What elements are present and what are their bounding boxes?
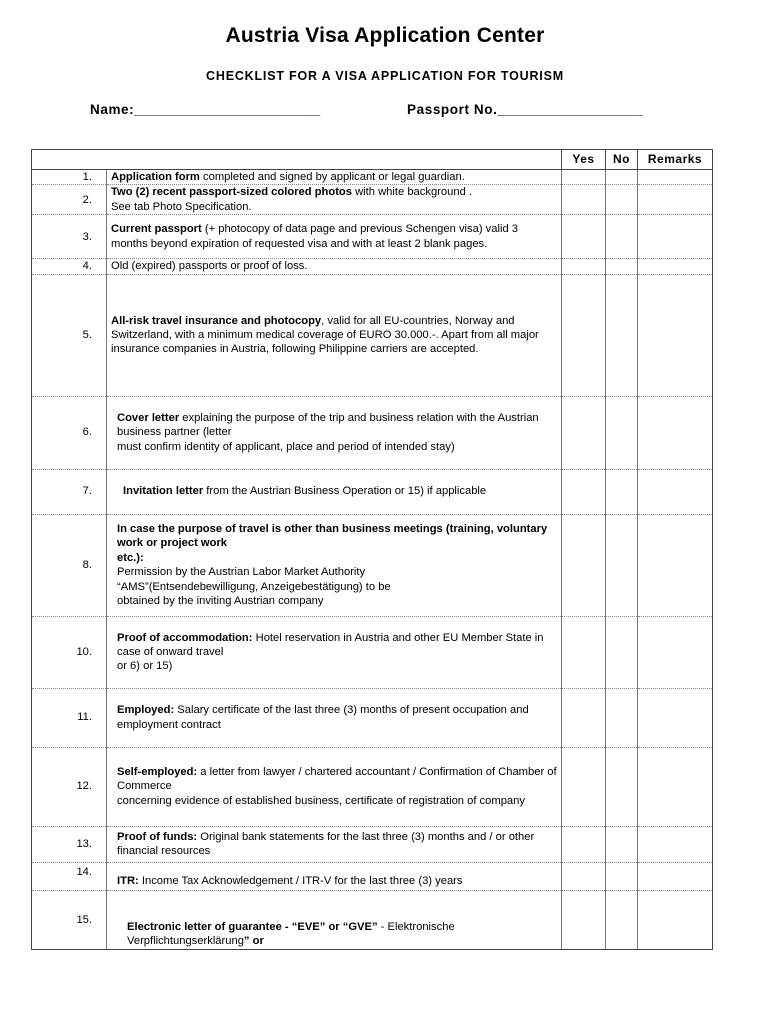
item-number: 15.: [32, 890, 107, 949]
name-field[interactable]: Name:_______________________: [90, 102, 321, 117]
item-number: 4.: [32, 259, 107, 274]
table-row: [32, 396, 713, 469]
remarks-cell[interactable]: [638, 274, 713, 396]
remarks-cell[interactable]: [638, 259, 713, 274]
item-description: [107, 747, 562, 826]
item-description: [107, 170, 562, 185]
item-text-line2: or 6) or 15): [117, 660, 173, 673]
item-description: [107, 688, 562, 747]
item-number: 10.: [32, 616, 107, 688]
item-text: Hotel reservation in Austria and other EU Member State in case of onward travel: [117, 631, 544, 658]
item-bold-text: Self-employed:: [117, 766, 198, 779]
item-number: 12.: [32, 747, 107, 826]
item-number: 14.: [32, 862, 107, 890]
item-text: Income Tax Acknowledgement / ITR-V for the last three (3) years: [138, 875, 463, 888]
item-number: 2.: [32, 185, 107, 215]
item-text: (+ photocopy of data page and previous Schengen visa) valid 3 months beyond expiration of requested visa and with at least 2 blank pages.: [111, 223, 519, 250]
yes-checkbox-cell[interactable]: [562, 259, 606, 274]
item-text: from the Austrian Business Operation or 15) if applicable: [203, 485, 487, 498]
yes-checkbox-cell[interactable]: [562, 514, 606, 616]
yes-checkbox-cell[interactable]: [562, 396, 606, 469]
item-bold-text: Cover letter: [117, 412, 180, 425]
item-text: , valid for all EU-countries, Norway and Switzerland, with a minimum medical coverage of EURO 30.000.-. Apart from all major insurance companies in Austria, following Philippine carriers are accepted.: [111, 314, 539, 356]
item-text-2: - Elektronische: [377, 920, 455, 933]
remarks-cell[interactable]: [638, 170, 713, 185]
item-number: 6.: [32, 396, 107, 469]
table-row: [32, 170, 713, 185]
item-description: [107, 514, 562, 616]
remarks-cell[interactable]: [638, 747, 713, 826]
item-separator: -: [281, 920, 292, 933]
no-checkbox-cell[interactable]: [606, 274, 638, 396]
item-bold-text: Electronic letter of guarantee: [127, 920, 282, 933]
item-description: [107, 469, 562, 514]
item-description: [107, 185, 562, 215]
item-description: [107, 396, 562, 469]
yes-checkbox-cell[interactable]: [562, 185, 606, 215]
no-checkbox-cell[interactable]: [606, 215, 638, 259]
item-text: explaining the purpose of the trip and business relation with the Austrian business partner (letter: [117, 412, 539, 439]
yes-checkbox-cell[interactable]: [562, 469, 606, 514]
yes-checkbox-cell[interactable]: [562, 890, 606, 949]
item-description: [107, 862, 562, 890]
table-row: [32, 259, 713, 274]
item-bold-text: Proof of accommodation:: [117, 631, 253, 644]
item-text: a letter from lawyer / chartered accountant / Confirmation of Chamber of Commerce: [117, 766, 557, 793]
item-number: 7.: [32, 469, 107, 514]
no-checkbox-cell[interactable]: [606, 259, 638, 274]
item-number: 11.: [32, 688, 107, 747]
item-description: [107, 890, 562, 949]
item-text: completed and signed by applicant or legal guardian.: [199, 171, 465, 183]
yes-checkbox-cell[interactable]: [562, 688, 606, 747]
item-text-line2: concerning evidence of established business, certificate of registration of company: [117, 794, 525, 807]
item-text-line2: Permission by the Austrian Labor Market Authority: [117, 566, 366, 579]
passport-number-field[interactable]: Passport No.__________________: [407, 102, 644, 117]
item-number: 1.: [32, 170, 107, 185]
item-description: Old (expired) passports or proof of loss.: [107, 259, 562, 274]
item-bold-text: Employed:: [117, 704, 175, 717]
item-bold-text: Current passport: [111, 223, 202, 236]
remarks-cell[interactable]: [638, 890, 713, 949]
item-bold-text-2: etc.):: [117, 551, 144, 564]
column-header-no: No: [606, 150, 638, 170]
checklist-table: [31, 149, 713, 950]
no-checkbox-cell[interactable]: [606, 616, 638, 688]
table-row: [32, 469, 713, 514]
table-row: [32, 185, 713, 215]
remarks-cell[interactable]: [638, 862, 713, 890]
yes-checkbox-cell[interactable]: [562, 170, 606, 185]
no-checkbox-cell[interactable]: [606, 469, 638, 514]
item-text: Salary certificate of the last three (3) months of present occupation and employment contract: [117, 704, 529, 731]
table-header-row: [32, 150, 713, 170]
remarks-cell[interactable]: [638, 514, 713, 616]
item-bold-text: Application form: [111, 171, 200, 183]
table-row: [32, 890, 713, 949]
table-row: [32, 514, 713, 616]
page-title: Austria Visa Application Center: [225, 24, 545, 47]
item-number: 5.: [32, 274, 107, 396]
item-text-line2: See tab Photo Specification.: [111, 200, 252, 213]
no-checkbox-cell[interactable]: [606, 890, 638, 949]
item-text: Original bank statements for the last three (3) months and / or other financial resources: [117, 830, 535, 858]
item-bold-text: All-risk travel insurance and photocopy: [111, 314, 322, 327]
item-bold-text: Two (2) recent passport-sized colored photos: [111, 186, 352, 199]
page-subtitle: CHECKLIST FOR A VISA APPLICATION FOR TOURISM: [206, 69, 564, 83]
yes-checkbox-cell[interactable]: [562, 862, 606, 890]
yes-checkbox-cell[interactable]: [562, 747, 606, 826]
column-header-remarks: Remarks: [638, 150, 713, 170]
item-text: with white background .: [351, 186, 473, 199]
item-bold-text-3: ” or: [243, 935, 264, 948]
table-row: [32, 274, 713, 396]
table-row: [32, 862, 713, 890]
no-checkbox-cell[interactable]: [606, 396, 638, 469]
item-bold-text: In case the purpose of travel is other than business meetings (training, voluntary work or project work: [117, 522, 548, 550]
item-description: [107, 616, 562, 688]
no-checkbox-cell[interactable]: [606, 747, 638, 826]
yes-checkbox-cell[interactable]: [562, 274, 606, 396]
item-bold-text-2: “EVE” or “GVE”: [291, 920, 378, 933]
no-checkbox-cell[interactable]: [606, 688, 638, 747]
remarks-cell[interactable]: [638, 469, 713, 514]
item-number: 8.: [32, 514, 107, 616]
yes-checkbox-cell[interactable]: [562, 616, 606, 688]
remarks-cell[interactable]: [638, 185, 713, 215]
yes-checkbox-cell[interactable]: [562, 215, 606, 259]
header-blank-cell: [32, 150, 562, 170]
table-row: [32, 215, 713, 259]
remarks-cell[interactable]: [638, 826, 713, 862]
remarks-cell[interactable]: [638, 688, 713, 747]
remarks-cell[interactable]: [638, 396, 713, 469]
item-description: [107, 826, 562, 862]
item-description: [107, 274, 562, 396]
no-checkbox-cell[interactable]: [606, 826, 638, 862]
table-row: [32, 826, 713, 862]
item-number: 13.: [32, 826, 107, 862]
no-checkbox-cell[interactable]: [606, 514, 638, 616]
remarks-cell[interactable]: [638, 616, 713, 688]
item-bold-text: Invitation letter: [123, 485, 204, 498]
no-checkbox-cell[interactable]: [606, 185, 638, 215]
remarks-cell[interactable]: [638, 215, 713, 259]
item-text-line2: Verpflichtungserklärung: [127, 935, 244, 948]
no-checkbox-cell[interactable]: [606, 862, 638, 890]
item-text-line2: must confirm identity of applicant, place and period of intended stay): [117, 440, 455, 453]
table-row: [32, 688, 713, 747]
item-number: 3.: [32, 215, 107, 259]
item-text-line4: obtained by the inviting Austrian company: [117, 594, 324, 607]
table-row: [32, 616, 713, 688]
column-header-yes: Yes: [562, 150, 606, 170]
item-bold-text: ITR:: [117, 875, 139, 888]
no-checkbox-cell[interactable]: [606, 170, 638, 185]
item-text-line3: “AMS”(Entsendebewilligung, Anzeigebestätigung) to be: [117, 580, 391, 593]
yes-checkbox-cell[interactable]: [562, 826, 606, 862]
table-row: [32, 747, 713, 826]
item-bold-text: Proof of funds:: [117, 830, 198, 843]
item-description: [107, 215, 562, 259]
